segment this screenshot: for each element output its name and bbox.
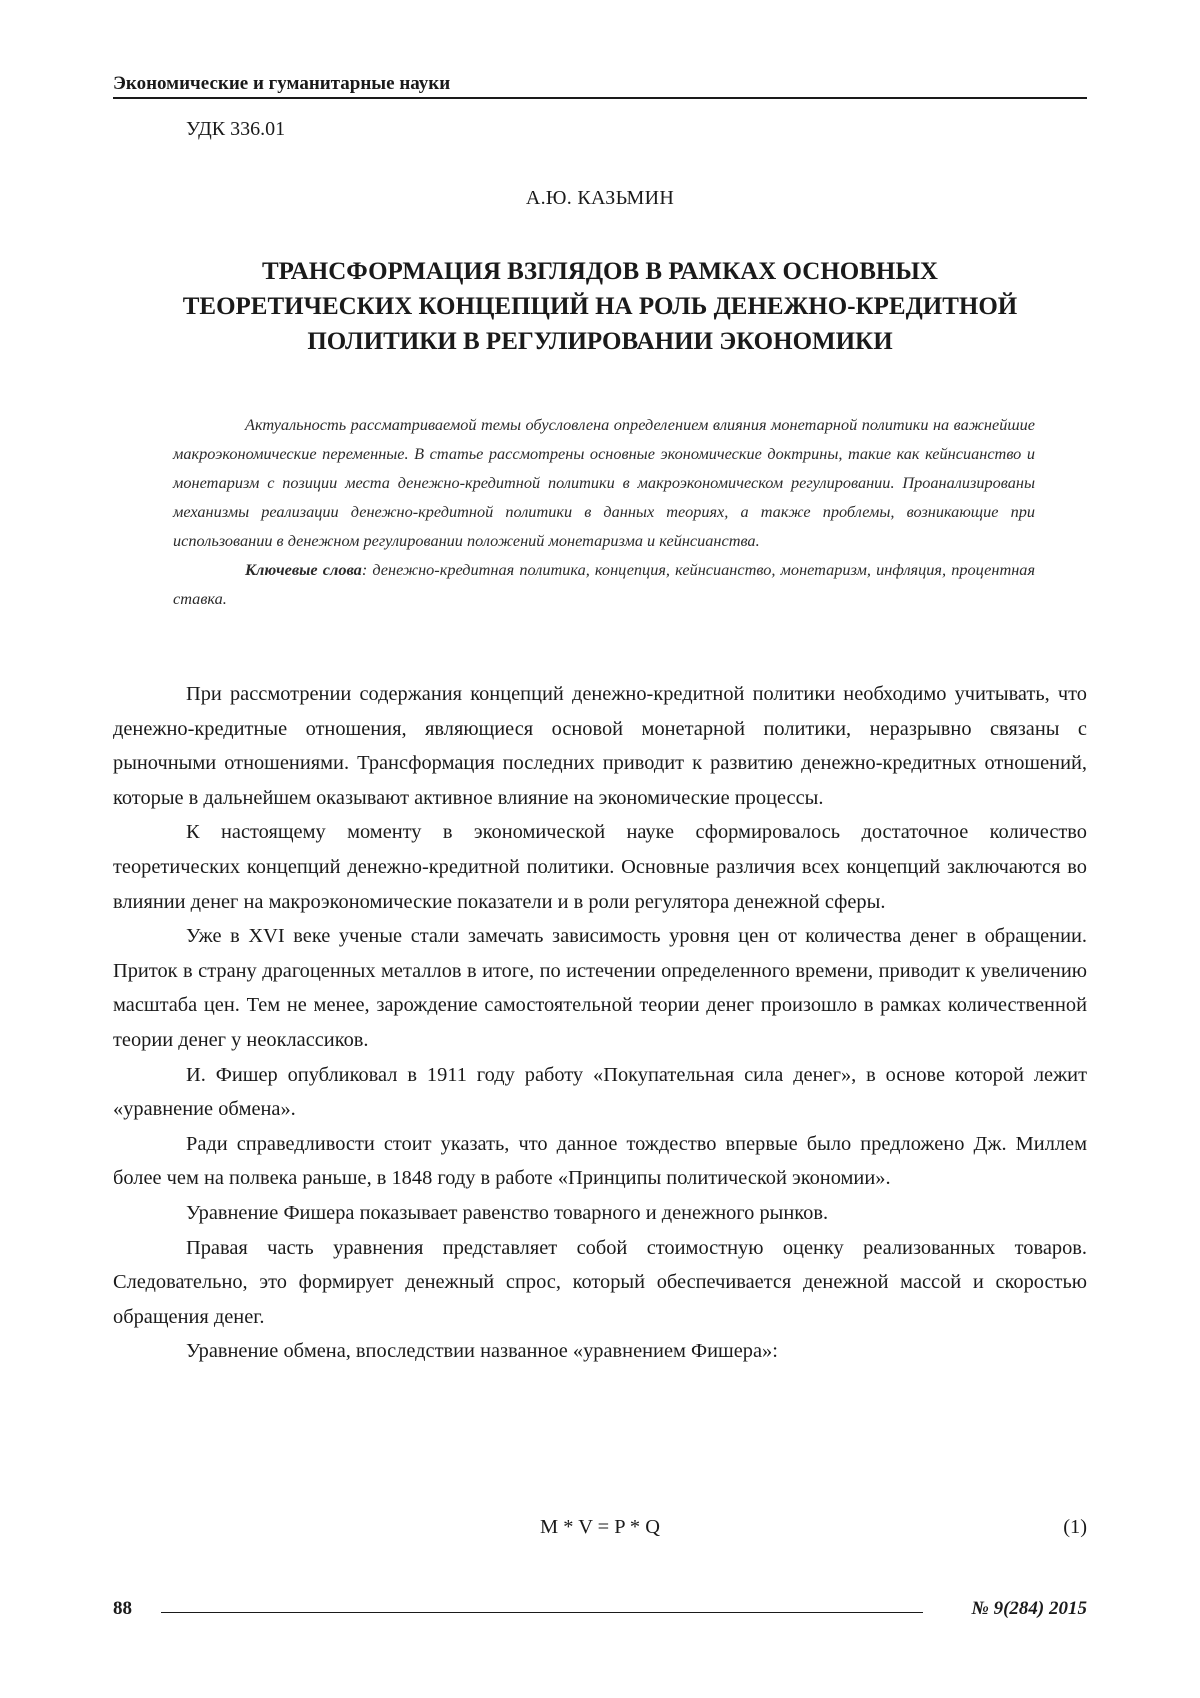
body-paragraph: Ради справедливости стоит указать, что данное тождество впервые было предложено Дж. Миллем более чем на полвека раньше, в 1848 году в работе «Принципы политической экономии». xyxy=(113,1127,1087,1196)
title-line: ТЕОРЕТИЧЕСКИХ КОНЦЕПЦИЙ НА РОЛЬ ДЕНЕЖНО-КРЕДИТНОЙ xyxy=(100,289,1100,324)
article-title xyxy=(100,254,1100,359)
udk-code: УДК 336.01 xyxy=(186,118,285,141)
abstract xyxy=(173,410,1035,613)
article-body xyxy=(113,677,1087,1369)
title-line: ТРАНСФОРМАЦИЯ ВЗГЛЯДОВ В РАМКАХ ОСНОВНЫХ xyxy=(100,254,1100,289)
body-paragraph: К настоящему моменту в экономической науке сформировалось достаточное количество теоретических концепций денежно-кредитной политики. Основные различия всех концепций заключаются во влиянии денег на макроэкономические показатели и в роли регулятора денежной сферы. xyxy=(113,815,1087,919)
footer-rule xyxy=(161,1612,923,1613)
body-paragraph: И. Фишер опубликовал в 1911 году работу «Покупательная сила денег», в основе которой лежит «уравнение обмена». xyxy=(113,1058,1087,1127)
equation-number: (1) xyxy=(1063,1516,1087,1539)
equation-row xyxy=(113,1516,1087,1546)
fisher-equation: M * V = P * Q xyxy=(113,1516,1087,1539)
body-paragraph: При рассмотрении содержания концепций денежно-кредитной политики необходимо учитывать, что денежно-кредитные отношения, являющиеся основой монетарной политики, неразрывно связаны с рыночными отношениями. Трансформация последних приводит к развитию денежно-кредитных отношений, которые в дальнейшем оказывают активное влияние на экономические процессы. xyxy=(113,677,1087,815)
keywords xyxy=(173,555,1035,613)
body-paragraph: Правая часть уравнения представляет собой стоимостную оценку реализованных товаров. Следовательно, это формирует денежный спрос, который обеспечивается денежной массой и скоростью обращения денег. xyxy=(113,1231,1087,1335)
running-head: Экономические и гуманитарные науки xyxy=(113,72,1087,99)
body-paragraph: Уравнение Фишера показывает равенство товарного и денежного рынков. xyxy=(113,1196,1087,1231)
page-number: 88 xyxy=(113,1598,132,1620)
body-paragraph: Уравнение обмена, впоследствии названное «уравнением Фишера»: xyxy=(113,1334,1087,1369)
body-paragraph: Уже в XVI веке ученые стали замечать зависимость уровня цен от количества денег в обращении. Приток в страну драгоценных металлов в итоге, по истечении определенного времени, приводит к увеличению масштаба цен. Тем не менее, зарождение самостоятельной теории денег произошло в рамках количественной теории денег у неоклассиков. xyxy=(113,919,1087,1057)
title-line: ПОЛИТИКИ В РЕГУЛИРОВАНИИ ЭКОНОМИКИ xyxy=(100,324,1100,359)
abstract-text: Актуальность рассматриваемой темы обусловлена определением влияния монетарной политики на важнейшие макроэкономические переменные. В статье рассмотрены основные экономические доктрины, такие как кейнсианство и монетаризм с позиции места денежно-кредитной политики в макроэкономическом регулировании. Проанализированы механизмы реализации денежно-кредитной политики в данных теориях, а также проблемы, возникающие при использовании в денежном регулировании положений монетаризма и кейнсианства. xyxy=(173,410,1035,555)
page-footer xyxy=(113,1598,1087,1624)
keywords-label: Ключевые слова xyxy=(245,560,362,579)
author-name: А.Ю. КАЗЬМИН xyxy=(0,187,1200,210)
keywords-text: : денежно-кредитная политика, концепция, кейнсианство, монетаризм, инфляция, процентная ставка. xyxy=(173,560,1035,608)
journal-page xyxy=(0,0,1200,1698)
issue-number: № 9(284) 2015 xyxy=(971,1598,1087,1620)
